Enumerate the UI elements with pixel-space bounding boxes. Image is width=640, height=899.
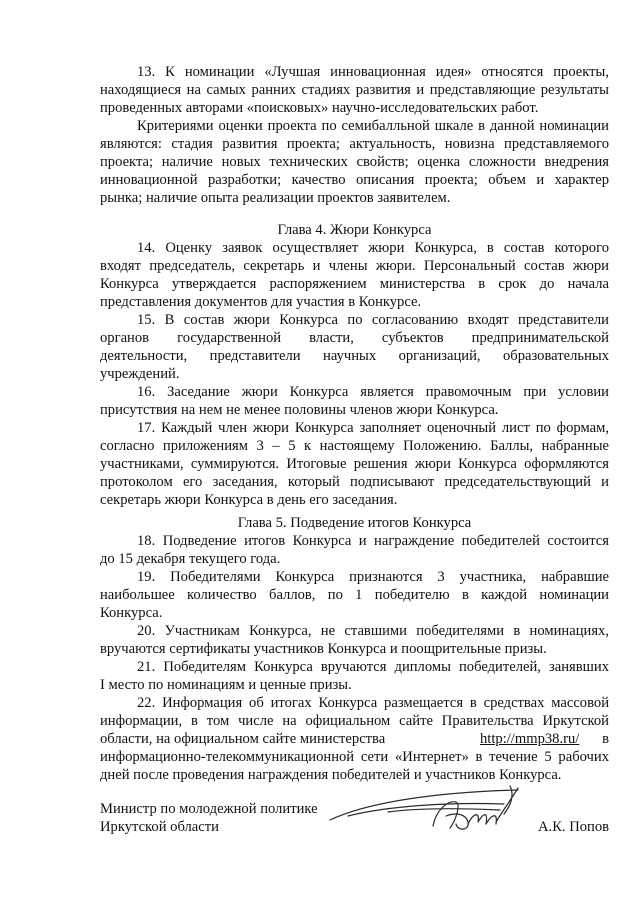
item-18-line-2: до 15 декабря текущего года. xyxy=(100,551,281,567)
item-19-line-1: 19. Победителями Конкурса признаются 3 участника, набравшие xyxy=(137,569,609,585)
item-22-line-3-text-b: в xyxy=(602,731,609,747)
item-21-line-1: 21. Победителям Конкурса вручаются дипломы победителей, занявших xyxy=(137,659,609,675)
item-22-line-1: 22. Информация об итогах Конкурса размещается в средствах массовой xyxy=(137,695,609,711)
item-15-line-1: 15. В состав жюри Конкурса по согласованию входят представители xyxy=(137,312,609,328)
item-22-line-4: информационно-телекоммуникационной сети «Интернет» в течение 5 рабочих xyxy=(100,749,609,765)
item-17-line-4: протоколом его заседания, который подписывают председательствующий и xyxy=(100,474,609,490)
criteria-line-2: являются: стадия развития проекта; актуальность, новизна представляемого xyxy=(100,136,609,152)
item-14-line-4: представления документов для участия в Конкурсе. xyxy=(100,294,422,310)
chapter-5-heading: Глава 5. Подведение итогов Конкурса xyxy=(237,515,472,531)
chapter-4-heading: Глава 4. Жюри Конкурса xyxy=(277,222,432,238)
item-14-line-1: 14. Оценку заявок осуществляет жюри Конкурса, в состав которого xyxy=(137,240,609,256)
criteria-line-3: проекта; наличие новых технических свойств; оценка сложности внедрения xyxy=(100,154,609,170)
item-15-line-4: учреждений. xyxy=(100,366,180,382)
item-17-line-5: секретарь жюри Конкурса в день его заседания. xyxy=(100,492,398,508)
criteria-line-1: Критериями оценки проекта по семибалльной шкале в данной номинации xyxy=(137,118,609,134)
item-14-line-3: Конкурса утверждается распоряжением министерства в срок до начала xyxy=(100,276,609,292)
item-13-line-3: проведенных авторами «поисковых» научно-исследовательских работ. xyxy=(100,100,539,116)
signatory-position-line-1: Министр по молодежной политике xyxy=(100,801,318,817)
criteria-line-5: рынка; наличие опыта реализации проектов заявителем. xyxy=(100,190,451,206)
item-15-line-2: органов государственной власти, субъектов предпринимательской xyxy=(100,330,609,346)
item-18-line-1: 18. Подведение итогов Конкурса и награждение победителей состоится xyxy=(137,533,609,549)
item-16-line-2: присутствия на нем не менее половины членов жюри Конкурса. xyxy=(100,402,499,418)
signatory-position-line-2: Иркутской области xyxy=(100,819,219,835)
item-16-line-1: 16. Заседание жюри Конкурса является правомочным при условии xyxy=(137,384,609,400)
item-22-line-2: информации, в том числе на официальном сайте Правительства Иркутской xyxy=(100,713,609,729)
item-22-line-3-text-a: области, на официальном сайте министерства xyxy=(100,731,386,747)
item-14-line-2: входят председатель, секретарь и члены жюри. Персональный состав жюри xyxy=(100,258,609,274)
item-20-line-2: вручаются сертификаты участников Конкурса и поощрительные призы. xyxy=(100,641,547,657)
item-19-line-3: Конкурса. xyxy=(100,605,163,621)
item-21-line-2: I место по номинациям и ценные призы. xyxy=(100,677,352,693)
item-15-line-3: деятельности, представители научных организаций, образовательных xyxy=(100,348,609,364)
signatory-name: А.К. Попов xyxy=(538,819,610,835)
ministry-site-link[interactable]: http://mmp38.ru/ xyxy=(480,731,580,747)
item-17-line-3: участниками, суммируются. Итоговые решения жюри Конкурса оформляются xyxy=(100,456,609,472)
handwritten-signature-image xyxy=(328,782,528,838)
item-13-line-1: 13. К номинации «Лучшая инновационная идея» относятся проекты, xyxy=(137,64,609,80)
item-22-line-3 xyxy=(100,730,609,748)
item-20-line-1: 20. Участникам Конкурса, не ставшими победителями в номинациях, xyxy=(137,623,609,639)
item-17-line-1: 17. Каждый член жюри Конкурса заполняет оценочный лист по формам, xyxy=(137,420,609,436)
item-17-line-2: согласно приложениям 3 – 5 к настоящему Положению. Баллы, набранные xyxy=(100,438,609,454)
item-19-line-2: наибольшее количество баллов, по 1 победителю в каждой номинации xyxy=(100,587,609,603)
item-13-line-2: находящиеся на самых ранних стадиях развития и представляющие результаты xyxy=(100,82,609,98)
item-22-line-5: дней после проведения награждения победителей и участников Конкурса. xyxy=(100,767,562,783)
criteria-line-4: инновационной разработки; качество описания проекта; объем и характер xyxy=(100,172,609,188)
